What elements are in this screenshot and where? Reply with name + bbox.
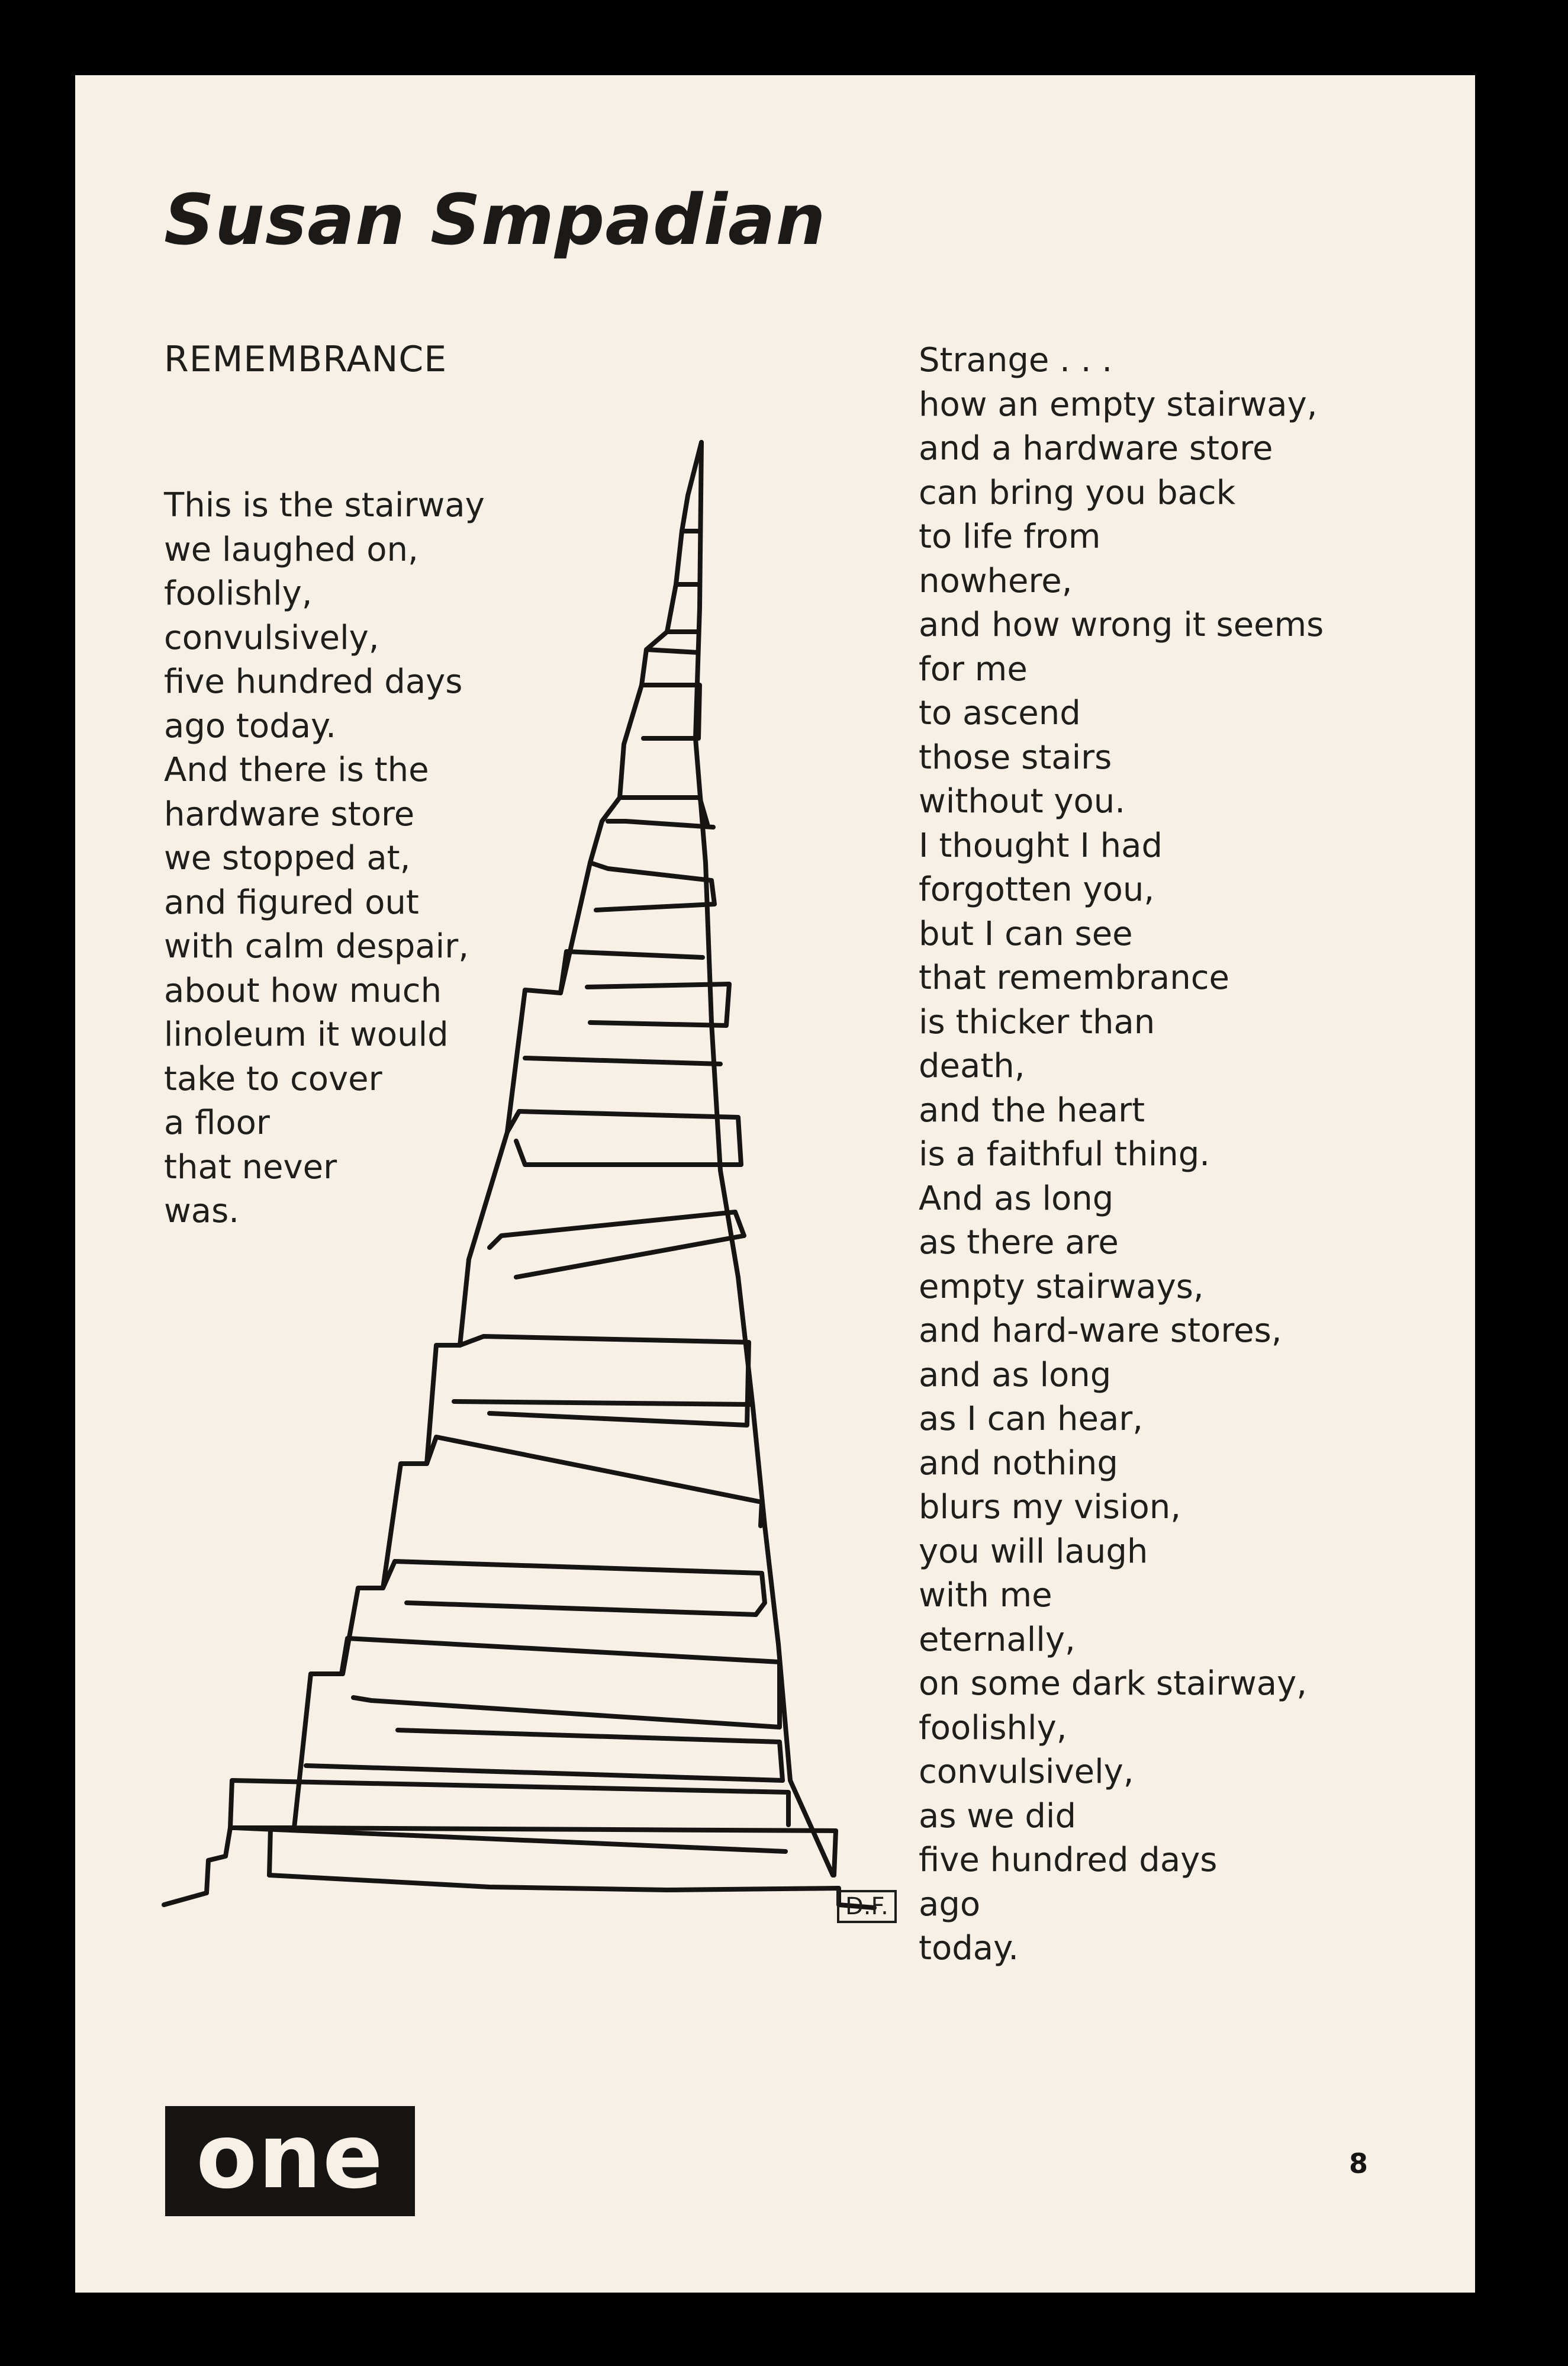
poem-line: forgotten you, bbox=[919, 870, 1155, 909]
stair-step bbox=[525, 1058, 720, 1064]
poem-line: can bring you back bbox=[919, 473, 1236, 512]
stair-step bbox=[590, 863, 714, 910]
poem-line: for me bbox=[919, 650, 1028, 689]
page-number: 8 bbox=[1349, 2148, 1369, 2179]
stair-step bbox=[342, 1638, 780, 1727]
stair-base bbox=[269, 1875, 874, 1908]
poem-line: without you. bbox=[919, 782, 1126, 821]
poem-line: as we did bbox=[919, 1796, 1076, 1835]
poem-line: hardware store bbox=[164, 795, 415, 834]
poem-title: REMEMBRANCE bbox=[164, 339, 447, 380]
stair-step bbox=[460, 1336, 749, 1425]
poem-line: foolishly, bbox=[164, 574, 313, 613]
poem-line: And as long bbox=[919, 1179, 1114, 1218]
poem-line: and nothing bbox=[919, 1444, 1118, 1483]
magazine-logo bbox=[165, 2106, 415, 2216]
poem-line: five hundred days bbox=[164, 663, 463, 701]
poem-line: ago bbox=[919, 1885, 981, 1924]
poem-line: to ascend bbox=[919, 694, 1081, 732]
poem-line: and a hardware store bbox=[919, 429, 1273, 468]
poem-line: today. bbox=[919, 1929, 1019, 1968]
staircase-drawing-icon bbox=[75, 75, 1475, 2293]
poem-line: as there are bbox=[919, 1223, 1119, 1262]
stair-step bbox=[507, 1111, 741, 1165]
stair-outline-left bbox=[164, 442, 701, 1905]
stair-step bbox=[383, 1561, 765, 1615]
stair-step bbox=[608, 821, 713, 827]
poem-line: to life from bbox=[919, 517, 1101, 556]
poem-line: And there is the bbox=[164, 751, 429, 789]
poem-line: foolishly, bbox=[919, 1708, 1067, 1747]
poem-line: blurs my vision, bbox=[919, 1488, 1181, 1526]
illustrator-signature: D.F. bbox=[837, 1890, 897, 1923]
poem-line: nowhere, bbox=[919, 561, 1073, 600]
stair-step bbox=[642, 685, 700, 738]
stair-step bbox=[230, 1780, 788, 1828]
poem-line: take to cover bbox=[164, 1059, 382, 1098]
poem-line: is a faithful thing. bbox=[919, 1135, 1210, 1174]
poem-line: that remembrance bbox=[919, 959, 1229, 997]
poem-line: Strange . . . bbox=[919, 341, 1113, 380]
stair-step bbox=[646, 650, 698, 652]
poem-line: death, bbox=[919, 1047, 1025, 1085]
poem-line: convulsively, bbox=[919, 1753, 1134, 1791]
poem-line: is thicker than bbox=[919, 1002, 1155, 1041]
poem-line: eternally, bbox=[919, 1620, 1076, 1659]
poem-line: linoleum it would bbox=[164, 1015, 449, 1054]
poem-line: five hundred days bbox=[919, 1841, 1218, 1879]
poem-line: and how wrong it seems bbox=[919, 606, 1324, 644]
poem-line: ago today. bbox=[164, 706, 336, 745]
poem-line: about how much bbox=[164, 971, 442, 1010]
poem-line: we laughed on, bbox=[164, 530, 418, 569]
poem-line: on some dark stairway, bbox=[919, 1664, 1308, 1703]
author-name: Susan Smpadian bbox=[164, 179, 826, 261]
poem-line: empty stairways, bbox=[919, 1267, 1204, 1306]
poem-line: with calm despair, bbox=[164, 927, 469, 966]
poem-line: and as long bbox=[919, 1355, 1112, 1394]
stair-step bbox=[427, 1437, 762, 1526]
logo-text: one bbox=[196, 2105, 384, 2209]
stair-step bbox=[306, 1766, 783, 1780]
poem-line: This is the stairway bbox=[164, 486, 485, 525]
poem-line: you will laugh bbox=[919, 1532, 1148, 1571]
poem-line: and figured out bbox=[164, 883, 419, 922]
poem-line: how an empty stairway, bbox=[919, 385, 1318, 424]
poem-line: I thought I had bbox=[919, 826, 1163, 865]
poem-line: that never bbox=[164, 1147, 337, 1187]
poem-line: those stairs bbox=[919, 738, 1112, 777]
poem-line: we stopped at, bbox=[164, 839, 411, 877]
magazine-page bbox=[75, 75, 1475, 2293]
poem-line: with me bbox=[919, 1576, 1052, 1615]
poem-line: and the heart bbox=[919, 1091, 1145, 1130]
stair-step bbox=[454, 1401, 750, 1404]
poem-line: but I can see bbox=[919, 914, 1133, 953]
stair-step bbox=[490, 1212, 744, 1277]
poem-line: as I can hear, bbox=[919, 1400, 1144, 1438]
poem-line: was. bbox=[164, 1192, 240, 1230]
poem-line: convulsively, bbox=[164, 618, 379, 657]
poem-line: a floor bbox=[164, 1104, 270, 1142]
poem-line: and hard-ware stores, bbox=[919, 1311, 1282, 1350]
